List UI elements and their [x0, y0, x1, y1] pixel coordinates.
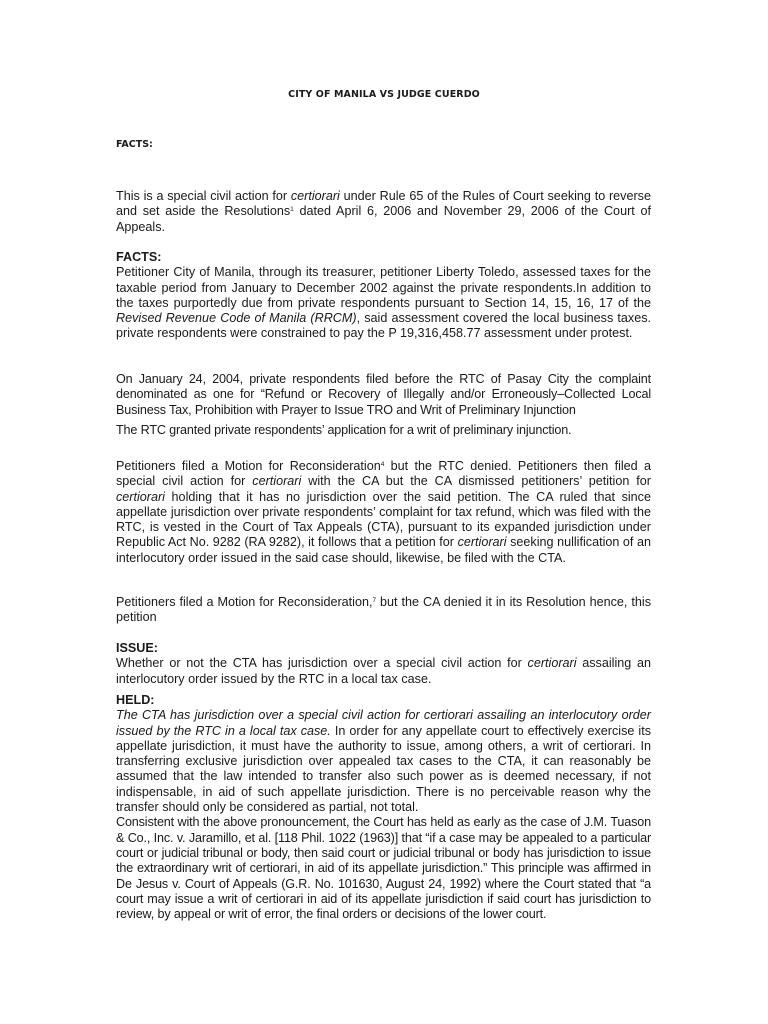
facts-section	[116, 250, 651, 342]
facts-paragraph-1: Petitioner City of Manila, through its treasurer, petitioner Liberty Toledo, assessed taxes for the taxable period from January to December 2002 against the private respondents.In addition to the taxes purportedly due from private respondents pursuant to Section 14, 15, 16, 17 of the Revised Revenue Code of Manila (RRCM), said assessment covered the local business taxes. private respondents were constrained to pay the P 19,316,458.77 assessment under protest.	[116, 265, 651, 341]
intro-text: This is a special civil action for	[116, 189, 291, 203]
issue-section	[116, 641, 651, 687]
intro-text: under Rule 65 of the Rules of Court seeking to reverse and set aside the Resolutions	[116, 189, 651, 219]
intro-italic: certiorari	[290, 189, 340, 203]
intro-text: dated April 6, 2006 and November 29, 2006 of the Court of Appeals.	[116, 204, 651, 234]
held-section	[116, 693, 651, 922]
facts-paragraph-3: The RTC granted private respondents’ application for a writ of preliminary injunction.	[116, 423, 572, 437]
intro-paragraph	[116, 189, 651, 235]
issue-paragraph: Whether or not the CTA has jurisdiction over a special civil action for certiorari assailing an interlocutory order issued by the RTC in a local tax case.	[116, 656, 651, 686]
held-paragraph-1: The CTA has jurisdiction over a special civil action for certiorari assailing an interlocutory order issued by the RTC in a local tax case. In order for any appellate court to effectively exercise its appellate jurisdiction, it must have the authority to issue, among others, a writ of certiorari. In transferring exclusive jurisdiction over appealed tax cases to the CTA, it can reasonably be assumed that the law intended to transfer also such power as is deemed necessary, if not indispensable, in aid of such appellate jurisdiction. There is no perceivable reason why the transfer should only be considered as partial, not total.	[116, 708, 651, 815]
footnote-marker: 7	[372, 597, 377, 604]
facts-paragraph-5: Petitioners filed a Motion for Reconsideration,$^7$ but the CA denied it in its Resolution hence, this petition	[116, 595, 651, 625]
issue-heading: ISSUE:	[116, 641, 158, 655]
facts-heading: FACTS:	[116, 250, 162, 264]
footnote-marker: 1	[290, 206, 294, 214]
held-heading: HELD:	[116, 693, 155, 707]
facts-paragraph-4: Petitioners filed a Motion for Reconsideration$^4$ but the RTC denied. Petitioners then filed a special civil action for certiorari with the CA but the CA dismissed petitioners’ petition for certiorari holding that it has no jurisdiction over the said petition. The CA ruled that since appellate jurisdiction over private respondents’ complaint for tax refund, which was filed with the RTC, is vested in the Court of Tax Appeals (CTA), pursuant to its expanded jurisdiction under Republic Act No. 9282 (RA 9282), it follows that a petition for certiorari seeking nullification of an interlocutory order issued in the said case should, likewise, be filed with the CTA.	[116, 459, 651, 565]
facts-paragraph-2: On January 24, 2004, private respondents filed before the RTC of Pasay City the complaint denominated as one for “Refund or Recovery of Illegally and/or Erroneously–Collected Local Business Tax, Prohibition with Prayer to Issue TRO and Writ of Preliminary Injunction	[116, 372, 651, 417]
footnote-marker: 4	[380, 461, 385, 468]
facts-label-small: FACTS:	[116, 139, 153, 150]
document-title: CITY OF MANILA VS JUDGE CUERDO	[288, 89, 480, 100]
held-paragraph-2: Consistent with the above pronouncement, the Court has held as early as the case of J.M. Tuason & Co., Inc. v. Jaramillo, et al. [118 Phil. 1022 (1963)] that “if a case may be appealed to a particular court or judicial tribunal or body, then said court or judicial tribunal or body has jurisdiction to issue the extraordinary writ of certiorari, in aid of its appellate jurisdiction.” This principle was affirmed in De Jesus v. Court of Appeals (G.R. No. 101630, August 24, 1992) where the Court stated that “a court may issue a writ of certiorari in aid of its appellate jurisdiction if said court has jurisdiction to review, by appeal or writ of error, the final orders or decisions of the lower court.	[116, 815, 651, 922]
